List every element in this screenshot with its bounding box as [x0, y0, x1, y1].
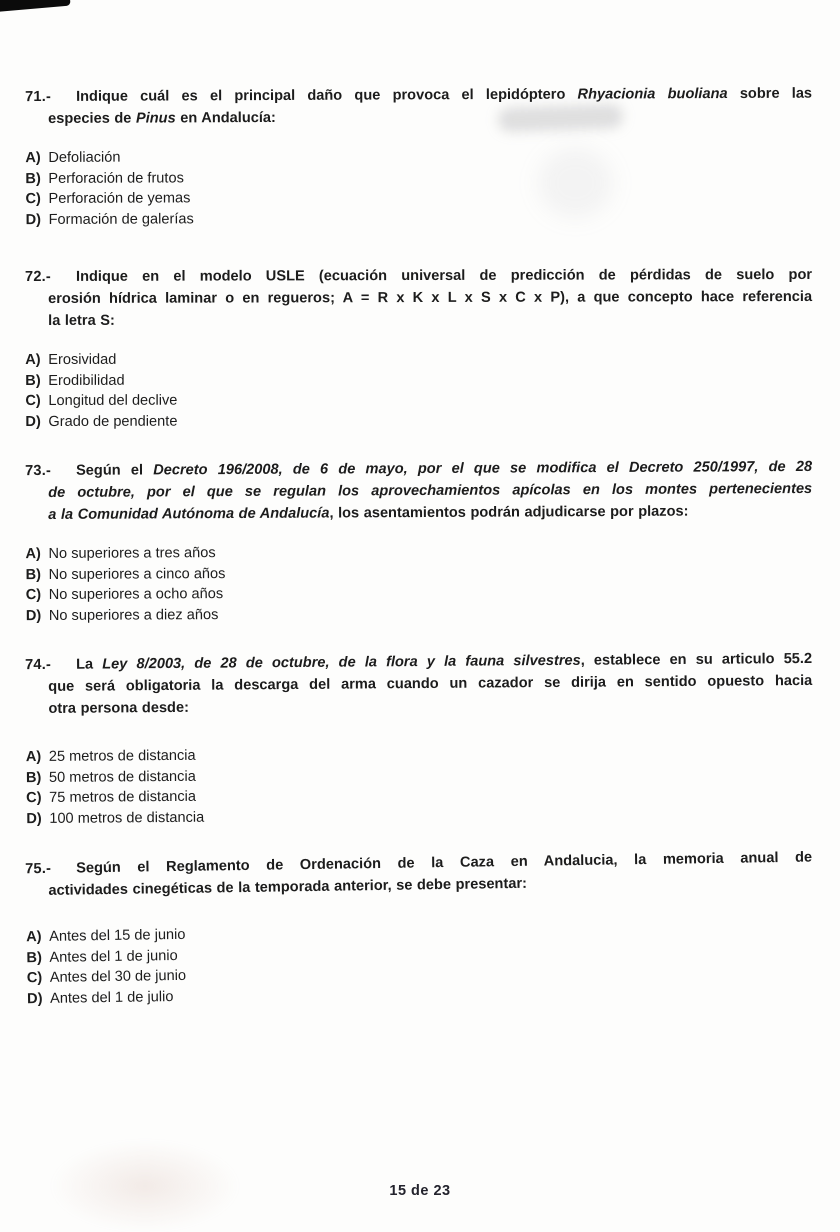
option-text: 75 metros de distancia [49, 788, 197, 806]
answer-option [1, 601, 840, 626]
question-text [48, 83, 812, 130]
question-text-line: que será obligatoria la descarga del arma cuando un cazador se dirija en sentido opuesto hacia [48, 672, 813, 695]
answer-option [1, 206, 840, 230]
answer-option [0, 389, 840, 412]
option-letter: A) [25, 748, 42, 766]
question-text-line: La Ley 8/2003, de 28 de octubre, de la flora y la fauna silvestres, establece en su articulo 55.2 [76, 650, 813, 673]
option-letter: B) [25, 566, 42, 583]
question-text-line: especies de Pinus en Andalucía: [48, 109, 276, 127]
option-letter: D) [25, 413, 41, 430]
option-text: Erosividad [48, 351, 117, 368]
option-letter: D) [25, 211, 42, 228]
option-text: No superiores a diez años [48, 606, 219, 624]
question-block [0, 83, 840, 231]
option-letter: A) [25, 545, 41, 563]
option-letter: C) [26, 789, 42, 807]
option-letter: A) [26, 928, 42, 946]
options-list [0, 145, 840, 231]
option-letter: C) [25, 392, 41, 410]
question-text [48, 648, 812, 720]
question-text-line: otra persona desde: [48, 699, 189, 717]
option-letter: D) [26, 990, 43, 1007]
option-text: Formación de galerías [48, 210, 194, 228]
question-text-line: de octubre, por el que se regulan los aprovechamientos apícolas en los montes pertenecientes [48, 480, 813, 501]
question-text-line: actividades cinegéticas de la temporada anterior, se debe presentar: [48, 875, 528, 899]
option-letter: B) [25, 769, 42, 786]
scan-corner-artifact [0, 0, 71, 12]
question-text-line: Indique en el modelo USLE (ecuación universal de predicción de pérdidas de suelo por [76, 266, 813, 285]
question-text [48, 847, 813, 902]
option-text: Grado de pendiente [48, 413, 178, 430]
option-letter: D) [26, 810, 42, 827]
question-text-line: Según el Reglamento de Ordenación de la Caza en Andalucia, la memoria anual de [76, 849, 813, 877]
option-letter: B) [26, 949, 43, 966]
option-text: Perforación de frutos [48, 169, 184, 187]
question-number: 74.- [25, 656, 52, 674]
option-text: No superiores a cinco años [48, 565, 226, 583]
options-list [0, 540, 840, 626]
option-text: Longitud del declive [48, 392, 178, 409]
question-number: 73.- [25, 462, 52, 480]
option-text: 100 metros de distancia [49, 809, 205, 827]
question-text-line: la letra S: [48, 312, 115, 329]
options-list [1, 915, 840, 1009]
question-block [0, 264, 840, 432]
question-number: 72.- [25, 268, 52, 286]
question-block [0, 648, 840, 830]
question-number: 71.- [25, 88, 52, 106]
question-text-line: a la Comunidad Autónoma de Andalucía, los asentamientos podrán adjudicarse por plazos: [48, 503, 689, 523]
question-block [0, 456, 840, 626]
question-number: 75.- [25, 860, 52, 878]
option-text: Antes del 1 de julio [49, 988, 174, 1007]
option-text: No superiores a tres años [48, 545, 216, 562]
option-letter: C) [25, 586, 42, 604]
option-text: Antes del 15 de junio [49, 926, 186, 945]
option-letter: C) [25, 190, 41, 208]
answer-option [0, 409, 840, 432]
question-text-line: erosión hídrica laminar o en regueros; A = R x K x L x S x C x P), a que concepto hace referencia [48, 288, 813, 307]
option-text: No superiores a ocho años [48, 586, 224, 603]
option-letter: C) [26, 969, 43, 987]
question-text [48, 456, 812, 526]
option-text: Antes del 1 de junio [49, 947, 178, 966]
option-letter: A) [25, 149, 41, 167]
option-text: 25 metros de distancia [48, 747, 196, 765]
option-text: 50 metros de distancia [48, 768, 196, 786]
option-letter: A) [25, 351, 41, 369]
option-letter: B) [25, 170, 41, 187]
question-text [48, 264, 812, 332]
option-letter: D) [25, 607, 42, 624]
question-block [0, 846, 840, 1009]
option-text: Perforación de yemas [48, 190, 191, 207]
question-text-line: Según el Decreto 196/2008, de 6 de mayo, por el que se modifica el Decreto 250/1997, de 28 [76, 458, 813, 479]
question-text-line: Indique cuál es el principal daño que provoca el lepidóptero Rhyacionia buoliana sobre las [76, 85, 813, 105]
answer-option [0, 368, 840, 391]
option-text: Antes del 30 de junio [49, 967, 187, 986]
option-letter: B) [25, 372, 41, 389]
option-text: Defoliación [48, 149, 121, 166]
options-list [1, 741, 840, 830]
answer-option [0, 348, 840, 371]
options-list [0, 348, 840, 432]
page-number: 15 de 23 [389, 1183, 451, 1199]
option-text: Erodibilidad [48, 372, 125, 389]
